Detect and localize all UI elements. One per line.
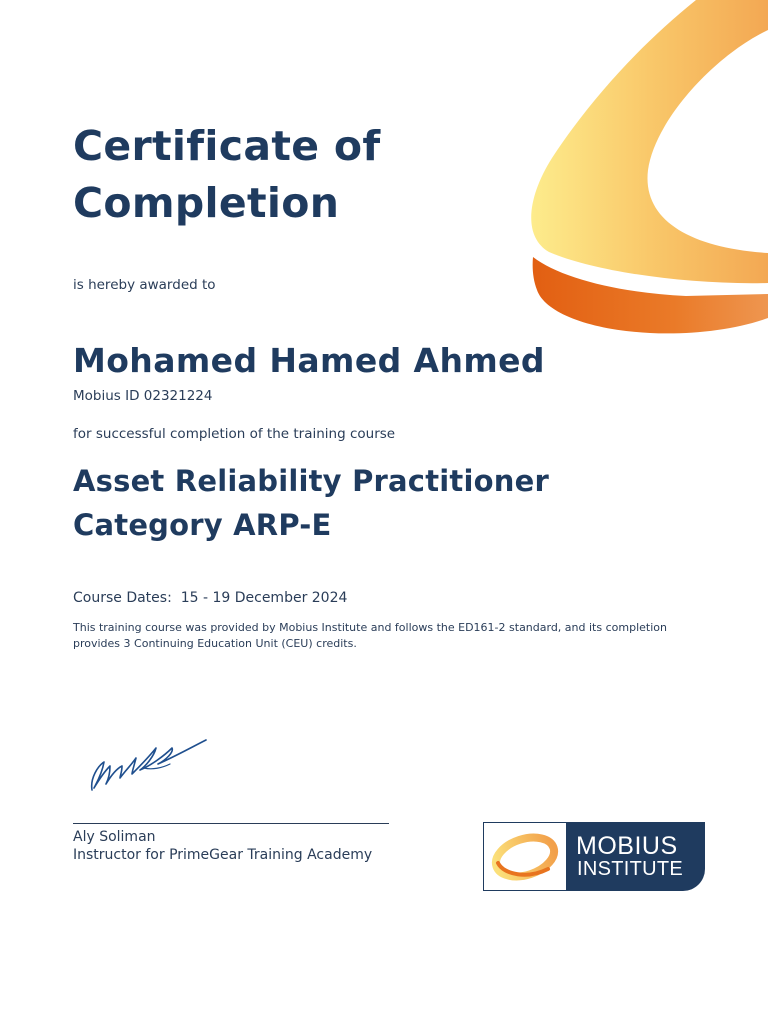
course-line-1: Asset Reliability Practitioner: [73, 464, 549, 498]
logo-word-mobius: MOBIUS: [576, 832, 678, 860]
signature-line: [73, 823, 389, 824]
certificate-title: [73, 118, 381, 232]
awarded-text: is hereby awarded to: [73, 277, 216, 293]
signer-role: Instructor for PrimeGear Training Academy: [73, 847, 373, 863]
course-title: [73, 459, 549, 547]
course-dates: Course Dates: 15 - 19 December 2024: [73, 590, 348, 606]
course-note: This training course was provided by Mobius Institute and follows the ED161-2 standard, and its completion provides 3 Continuing Education Unit (CEU) credits.: [73, 621, 667, 650]
mobius-institute-logo: [483, 822, 705, 891]
recipient-id: Mobius ID 02321224: [73, 388, 213, 404]
signer-name: Aly Soliman: [73, 829, 156, 845]
logo-emblem-box: [483, 822, 567, 891]
title-line-1: Certificate of: [73, 122, 381, 170]
gold-arc: [531, 0, 768, 283]
title-line-2: Completion: [73, 179, 340, 227]
mobius-ring-icon: [484, 823, 566, 890]
logo-word-institute: INSTITUTE: [577, 858, 684, 880]
completion-text: for successful completion of the training course: [73, 426, 396, 442]
handwritten-signature: [84, 730, 214, 796]
course-line-2: Category ARP-E: [73, 508, 332, 542]
recipient-name: Mohamed Hamed Ahmed: [73, 341, 545, 380]
orange-arc: [533, 257, 768, 333]
